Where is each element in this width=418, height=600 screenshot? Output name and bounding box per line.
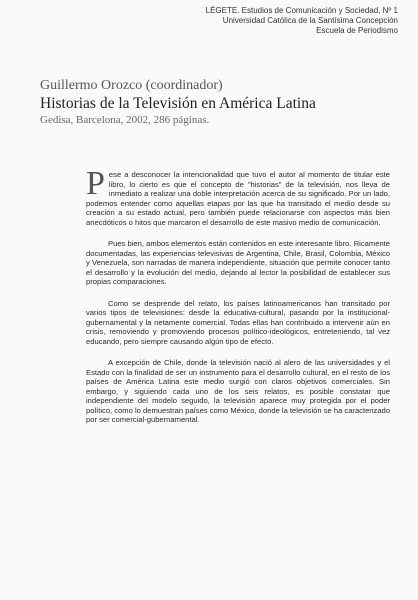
- paragraph-4: A excepción de Chile, donde la televisión nació al alero de las universidades y el Estado con la finalidad de ser un instrumento para el desarrollo cultural, en el resto de los países de América Latina este medio surgió con claros objetivos comerciales. Sin embargo, y siguiendo cada uno de los seis relatos, es posible constatar que independiente del modelo seguido, la televisión aparece muy protegida por el poder político, como lo demuestran países como México, donde la televisión se ha caracterizado por ser comercial-gubernamental.: [86, 358, 390, 424]
- journal-school-line: Escuela de Periodismo: [316, 26, 398, 35]
- drop-cap: P: [86, 165, 105, 202]
- paragraph-3: Como se desprende del relato, los países latinoamericanos han transitado por varios tipos de televisiones: desde la educativa-cultural, pasando por la institucional-gubernamental y la netamente comercial. Todas ellas han contribuido a intervenir aún en crisis, removiendo y promoviendo procesos político-ideológicos, entreteniendo, tal vez educando, pero siempre causando algún tipo de efecto.: [86, 298, 390, 346]
- paragraph-1: [86, 165, 390, 227]
- book-title: Historias de la Televisión en América Latina: [40, 95, 316, 112]
- journal-header: [198, 6, 398, 36]
- paragraph-1-text: ese a desconocer la intencionalidad que tuvo el autor al momento de titular este libro, lo cierto es que el concepto de "historias" de la televisión, nos lleva de inmediato a realizar una doble interpretación acerca de su significado. Por un lado, podemos entender como aquellas etapas por las que ha transitado el medio desde su creación a su estado actual, pero también puede relacionarse con aspectos más bien anecdóticos o hitos que marcaron el desarrollo de este masivo medio de comunicación.: [86, 170, 390, 227]
- journal-title-line: LÉGETE. Estudios de Comunicación y Sociedad, Nº 1: [205, 6, 398, 15]
- book-editor: Guillermo Orozco (coordinador): [40, 78, 223, 93]
- paragraph-2: Pues bien, ambos elementos están contenidos en este interesante libro. Ricamente documentadas, las experiencias televisivas de Argentina, Chile, Brasil, Colombia, México y Venezuela, son narradas de manera independiente, situación que permite conocer tanto el desarrollo y la evolución del medio, dejando al lector la posibilidad de establecer sus propias comparaciones.: [86, 239, 390, 286]
- book-publisher: Gedisa, Barcelona, 2002, 286 páginas.: [40, 114, 210, 126]
- journal-university-line: Universidad Católica de la Santísima Concepción: [222, 16, 398, 25]
- review-body: [86, 165, 390, 437]
- review-header: [40, 78, 380, 127]
